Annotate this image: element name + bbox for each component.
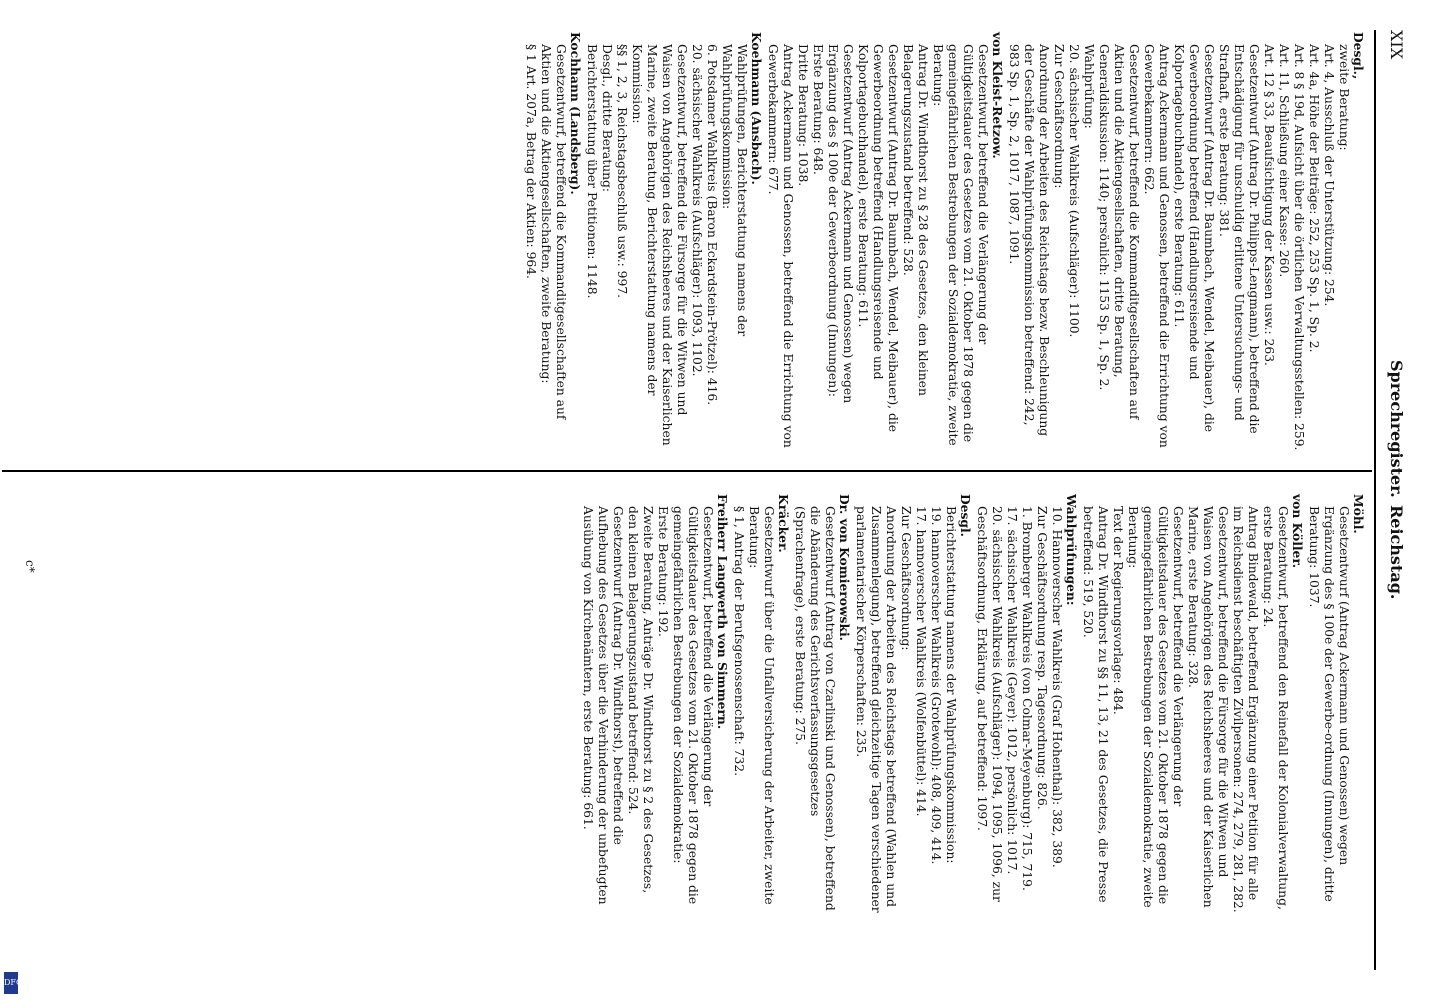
entry-line: Antrag Ackermann und Genossen, betreffend die Errichtung von Gewerbekammern: 677.	[766, 44, 795, 448]
register-entry	[580, 494, 730, 914]
entry-line: Text der Regierungsvorlage: 484.	[1111, 506, 1125, 715]
register-entry	[853, 494, 973, 914]
entry-line: 17. hannoverscher Wahlkreis (Wolfenbüttel): 414.	[914, 506, 928, 817]
entry-name: von Kleist-Retzow.	[990, 32, 1005, 159]
column-left	[522, 32, 1366, 452]
entry-line: Gesetzentwurf, betreffend die Verlängerung der Gültigkeitsdauer des Gesetzes vom 21. Oktober 1878 gegen die gemeingefährlichen Bestrebungen der Sozialdemokratie, zweite Beratung:	[1126, 506, 1185, 908]
entry-name: Freiherr Langwerth von Simmern.	[715, 494, 730, 730]
entry-line: Gesetzentwurf (Antrag Dr. Baumbach, Wendel, Meibauer), die Gewerbeordnung betreffend (Handlungsreisende und Kolportagebuchhandel), erste Beratung: 611.	[1172, 44, 1216, 433]
entry-line: Zur Geschäftsordnung:	[1052, 44, 1066, 189]
entry-name: Desgl.,	[1351, 32, 1366, 80]
page-number: XIX	[1387, 30, 1406, 60]
entry-line: Berichterstattung über Petitionen: 1148.	[585, 44, 599, 299]
entry-line: zweite Beratung:	[1337, 44, 1351, 151]
entry-line: Gesetzentwurf über die Unfallversicherung der Arbeiter, zweite Beratung:	[747, 506, 776, 905]
entry-line: Berichterstattung namens der Wahlprüfungskommission:	[944, 506, 958, 864]
dfg-strip	[0, 610, 24, 1000]
entry-line: Zur Geschäftsordnung resp. Tagesordnung: 826.	[1035, 506, 1049, 810]
entry-line: Gesetzentwurf, betreffend die Fürsorge für die Witwen und Waisen von Angehörigen des Reichsheeres und der Kaiserlichen Marine, erste Beratung: 328.	[1186, 506, 1230, 908]
register-entry	[974, 494, 1079, 914]
entry-name: Kochhann (Landsberg).	[568, 32, 583, 195]
register-entry	[1006, 32, 1366, 452]
column-divider	[2, 470, 1372, 472]
entry-line: 10. Hannoverscher Wahlkreis (Graf Hohenthal): 382, 389.	[1050, 506, 1064, 868]
register-entry	[523, 32, 583, 452]
entry-line: Erste Beratung: 648.	[811, 44, 825, 175]
entry-line: § 1, Antrag der Berufsgenossenschaft: 732.	[732, 506, 746, 777]
entry-line: 1. Bromberger Wahlkreis (von Colmar-Meyenburg): 715, 719.	[1020, 506, 1034, 891]
entry-line: Gesetzentwurf (Antrag Dr. Baumbach, Wendel, Meibauer), die Gewerbeordnung betreffend (Handlungsreisende und Kolportagebuchhandel), erste Beratung: 611.	[856, 44, 900, 433]
entry-line: Gesetzentwurf, betreffend die Verlängerung der Gültigkeitsdauer des Gesetzes vom 21. Oktober 1878 gegen die gemeingefährlichen Bestrebungen der Sozialdemokratie:	[671, 506, 715, 905]
entry-line: Desgl., dritte Beratung:	[600, 44, 614, 193]
header-rule	[1374, 30, 1376, 970]
entry-line: 20. sächsischer Wahlkreis (Aufschläger): 1100.	[1067, 44, 1081, 338]
entry-name: Koehmann (Ansbach).	[749, 32, 764, 185]
entry-name: Kräcker.	[776, 494, 791, 553]
entry-name: Dr. von Komierowski.	[837, 494, 852, 641]
header-title-right: Reichstag.	[1387, 505, 1406, 600]
entry-line: Gesetzentwurf, betreffend die Fürsorge für die Witwen und Waisen von Angehörigen des Reichsheeres und der Kaiserlichen Marine, zweite Beratung, Berichterstattung namens der Kommission:	[630, 44, 689, 446]
entry-line: Gesetzentwurf (Antrag Ackermann und Genossen) wegen Ergänzung des § 100e der Gewerbe-ordnung (Innungen), dritte Beratung: 1037.	[1307, 506, 1351, 902]
entry-line: Gesetzentwurf, betreffend den Reinefall der Kolonialverwaltung, erste Beratung: 24.	[1261, 506, 1290, 910]
entry-line: Dritte Beratung: 1038.	[796, 44, 810, 187]
entry-line: 20. sächsischer Wahlkreis (Aufschläger): 1093, 1102.	[690, 44, 704, 377]
entry-line: Erste Beratung: 192.	[656, 506, 670, 637]
entry-line: 17. sächsischer Wahlkreis (Geyer): 1012, persönlich: 1017.	[1005, 506, 1019, 875]
entry-line: Gesetzentwurf, betreffend die Verlängerung der Gültigkeitsdauer des Gesetzes vom 21. Oktober 1878 gegen die gemeingefährlichen Bestrebungen der Sozialdemokratie, zweite Beratung:	[931, 44, 990, 446]
dfg-note	[0, 630, 4, 1000]
register-entry	[765, 32, 1005, 452]
entry-line: 20. sächsischer Wahlkreis (Aufschläger): 1094, 1095, 1096, zur Geschäftsordnung, Erklärung, auf betreffend: 1097.	[975, 506, 1004, 902]
entry-line: Art. 12 § 33, Beaufsichtigung der Kassen usw.: 263.	[1262, 44, 1276, 366]
entry-line: 19. hannoverscher Wahlkreis (Grotewohl): 408, 409, 414.	[929, 506, 943, 865]
entry-name: von Köller.	[1290, 494, 1305, 568]
entry-line: Gesetzentwurf, betreffend die Kommanditgesellschaften auf Aktien und die Aktiengesellschaften, zweite Beratung:	[539, 44, 568, 420]
entry-name: Desgl.	[958, 494, 973, 537]
register-entry	[1306, 494, 1366, 914]
entry-line: §§ 1, 2, 3, Reichstagsbeschluß usw.: 997.	[615, 44, 629, 299]
entry-name: Möhl.	[1351, 494, 1366, 534]
header-title-left: Sprechregister.	[1387, 360, 1406, 498]
entry-line: Art. 4, Ausschluß der Unterstützung: 254.	[1322, 44, 1336, 307]
entry-name: Wahlprüfungen:	[1064, 494, 1079, 606]
entry-line: Gesetzentwurf (Antrag Ackermann und Genossen) wegen Ergänzung des § 100e der Gewerbeordnung (Innungen):	[826, 44, 855, 404]
entry-line: Zweite Beratung, Anträge Dr. Windthorst zu § 2 des Gesetzes, den kleinen Belagerungszustand betreffend: 524.	[626, 506, 655, 894]
entry-line: Wahlprüfung:	[1082, 44, 1096, 129]
entry-line: 6. Potsdamer Wahlkreis (Baron Eckardstein-Prötzel): 416.	[705, 44, 719, 406]
dfg-logo: DFG	[4, 972, 18, 994]
register-entry	[584, 32, 764, 452]
entry-line: Art. 8 § 19d, Aufsicht über die örtlichen Verwaltungsstellen: 259.	[1292, 44, 1306, 451]
entry-line: Antrag Bindewald, betreffend Ergänzung einer Petition für alle im Reichsdienst beschäftigten Zivilpersonen: 274, 279, 281, 282.	[1231, 506, 1260, 913]
entry-line: Art. 11, Schließung einer Kasse: 260.	[1277, 44, 1291, 278]
entry-line: Gesetzentwurf (Antrag Dr. Windthorst), betreffend die Aufhebung des Gesetzes über die Verhinderung der unbefugten Ausübung von Kirchenämtern, erste Beratung: 661.	[581, 506, 625, 905]
page-header	[1374, 30, 1414, 970]
entry-line: Anordnung der Arbeiten des Reichstags betreffend (Wahlen und Zusammenlegung), betreffend gleichzeitige Tagen verschiedener parlamentarischer Körperschaften: 235.	[854, 506, 898, 913]
column-right	[579, 494, 1366, 914]
register-entry	[1080, 494, 1305, 914]
register-entry	[731, 494, 791, 914]
signature-mark: c*	[23, 560, 37, 573]
entry-line: § 1 Art. 207a, Betrag der Aktien: 964.	[524, 44, 538, 279]
entry-line: Zur Geschäftsordnung:	[899, 506, 913, 651]
entry-line: Antrag Dr. Windthorst zu § 28 des Gesetzes, den kleinen Belagerungszustand betreffend: 528.	[901, 44, 930, 396]
entry-line: Gesetzentwurf (Antrag von Czarlinski und Genossen), betreffend die Abänderung des Gerichtsverfassungsgesetzes (Sprachenfrage), erste Beratung: 275.	[793, 506, 837, 911]
entry-line: Art. 4a, Höhe der Beiträge: 252, 253 Sp. 1, Sp. 2.	[1307, 44, 1321, 353]
entry-line: Wahlprüfungen, Berichterstattung namens der Wahlprüfungskommission:	[720, 44, 749, 337]
entry-line: Antrag Ackermann und Genossen, betreffend die Errichtung von Gewerbekammern: 662.	[1142, 44, 1171, 448]
entry-line: Gesetzentwurf, betreffend die Kommanditgesellschaften auf Aktien und die Aktiengesellschaften, dritte Beratung, Generaldiskussion: 1140; persönlich: 1153 Sp. 1, Sp. 2.	[1097, 44, 1141, 420]
entry-line: Gesetzentwurf (Antrag Dr. Philipps-Lengmann), betreffend die Entschädigung für unschuldig erlittene Untersuchungs- und Strafhaft, erste Beratung: 381.	[1217, 44, 1261, 434]
entry-line: Antrag Dr. Windthorst zu §§ 11, 13, 21 des Gesetzes, die Presse betreffend: 519, 520.	[1081, 506, 1110, 903]
entry-line: Anordnung der Arbeiten des Reichstags bezw. Beschleunigung der Geschäfte der Wahlprüfungskommission betreffend: 242, 983 Sp. 1, Sp. 2, 1017, 1087, 1091.	[1007, 44, 1051, 437]
register-entry	[792, 494, 852, 914]
